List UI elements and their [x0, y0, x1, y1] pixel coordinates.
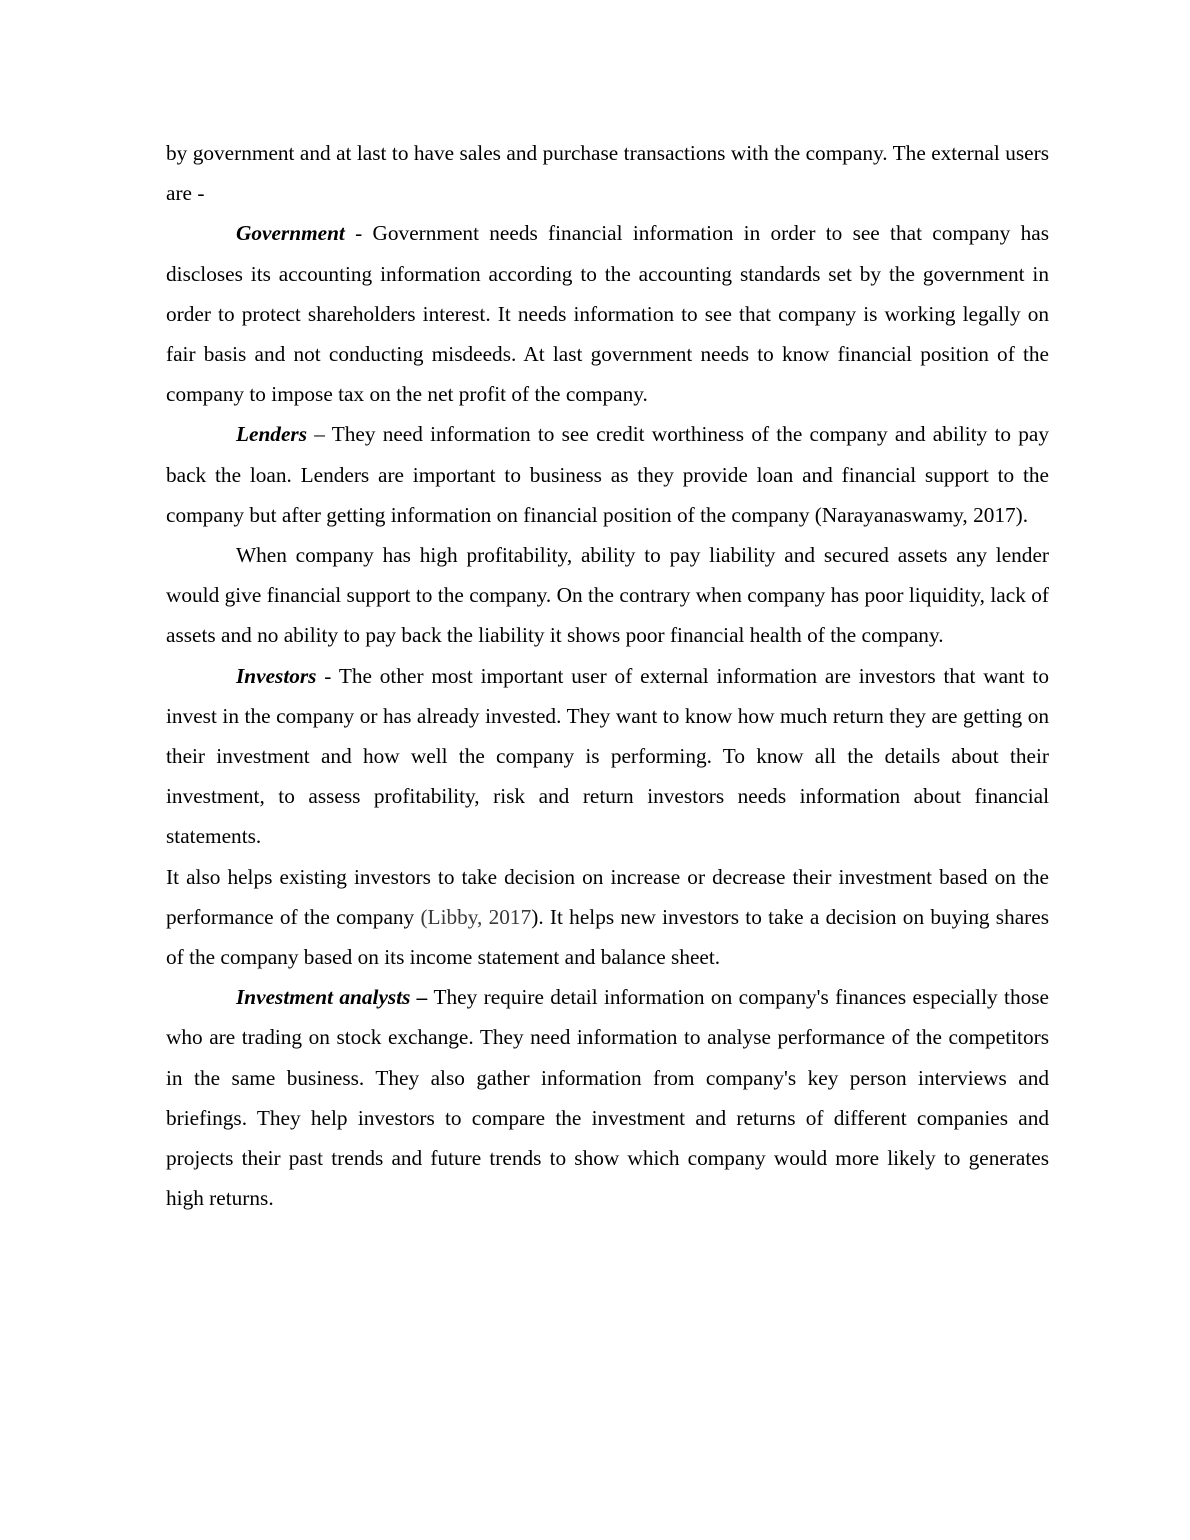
paragraph-text-before: It also helps existing investors to take decision on increase or decrease their investment based on the performance of the company: [166, 864, 1049, 929]
paragraph-existing-investors: [166, 857, 1049, 978]
term-government: Government: [236, 221, 345, 246]
citation-libby: (Libby, 2017: [420, 904, 532, 929]
term-separator: -: [316, 663, 339, 688]
term-investment-analysts: Investment analysts: [236, 985, 411, 1010]
term-separator: –: [306, 422, 332, 447]
paragraph-text: They need information to see credit worthiness of the company and ability to pay back the loan. Lenders are important to business as they provide loan and financial support to the company but after getting information on financial position of the company (Narayanaswamy, 2017).: [166, 422, 1049, 527]
term-separator: –: [410, 985, 428, 1010]
paragraph-lender-support: [166, 535, 1049, 656]
term-investors: Investors: [236, 663, 317, 688]
paragraph-text-after: ). It helps new investors to take a decision on buying shares of the company based on its income statement and balance sheet.: [166, 904, 1050, 970]
paragraph-text: They require detail information on company's finances especially those who are trading on stock exchange. They need information to analyse performance of the competitors in the same business. They also gather information from company's key person interviews and briefings. They help investors to compare the investment and returns of different companies and projects their past trends and future trends to show which company would more likely to generates high returns.: [166, 985, 1050, 1211]
paragraph-text: The other most important user of external information are investors that want to invest in the company or has already invested. They want to know how much return they are getting on their investment and how well the company is performing. To know all the details about their investment, to assess profitability, risk and return investors needs information about financial statements.: [166, 663, 1049, 849]
paragraph-text: When company has high profitability, ability to pay liability and secured assets any lender would give financial support to the company. On the contrary when company has poor liquidity, lack of assets and no ability to pay back the liability it shows poor financial health of the company.: [166, 543, 1049, 648]
term-lenders: Lenders: [236, 422, 307, 447]
paragraph-text: by government and at last to have sales and purchase transactions with the company. The external users are -: [166, 141, 1049, 206]
paragraph-external-users-intro: [166, 133, 1049, 213]
term-separator: -: [344, 221, 373, 246]
paragraph-investors: [166, 656, 1049, 857]
paragraph-government: [166, 213, 1049, 414]
document-page: [166, 133, 1049, 1218]
paragraph-investment-analysts: [166, 977, 1049, 1218]
paragraph-lenders: [166, 414, 1049, 535]
paragraph-text: Government needs financial information in order to see that company has discloses its accounting information according to the accounting standards set by the government in order to protect shareholders interest. It needs information to see that company is working legally on fair basis and not conducting misdeeds. At last government needs to know financial position of the company to impose tax on the net profit of the company.: [166, 221, 1050, 407]
